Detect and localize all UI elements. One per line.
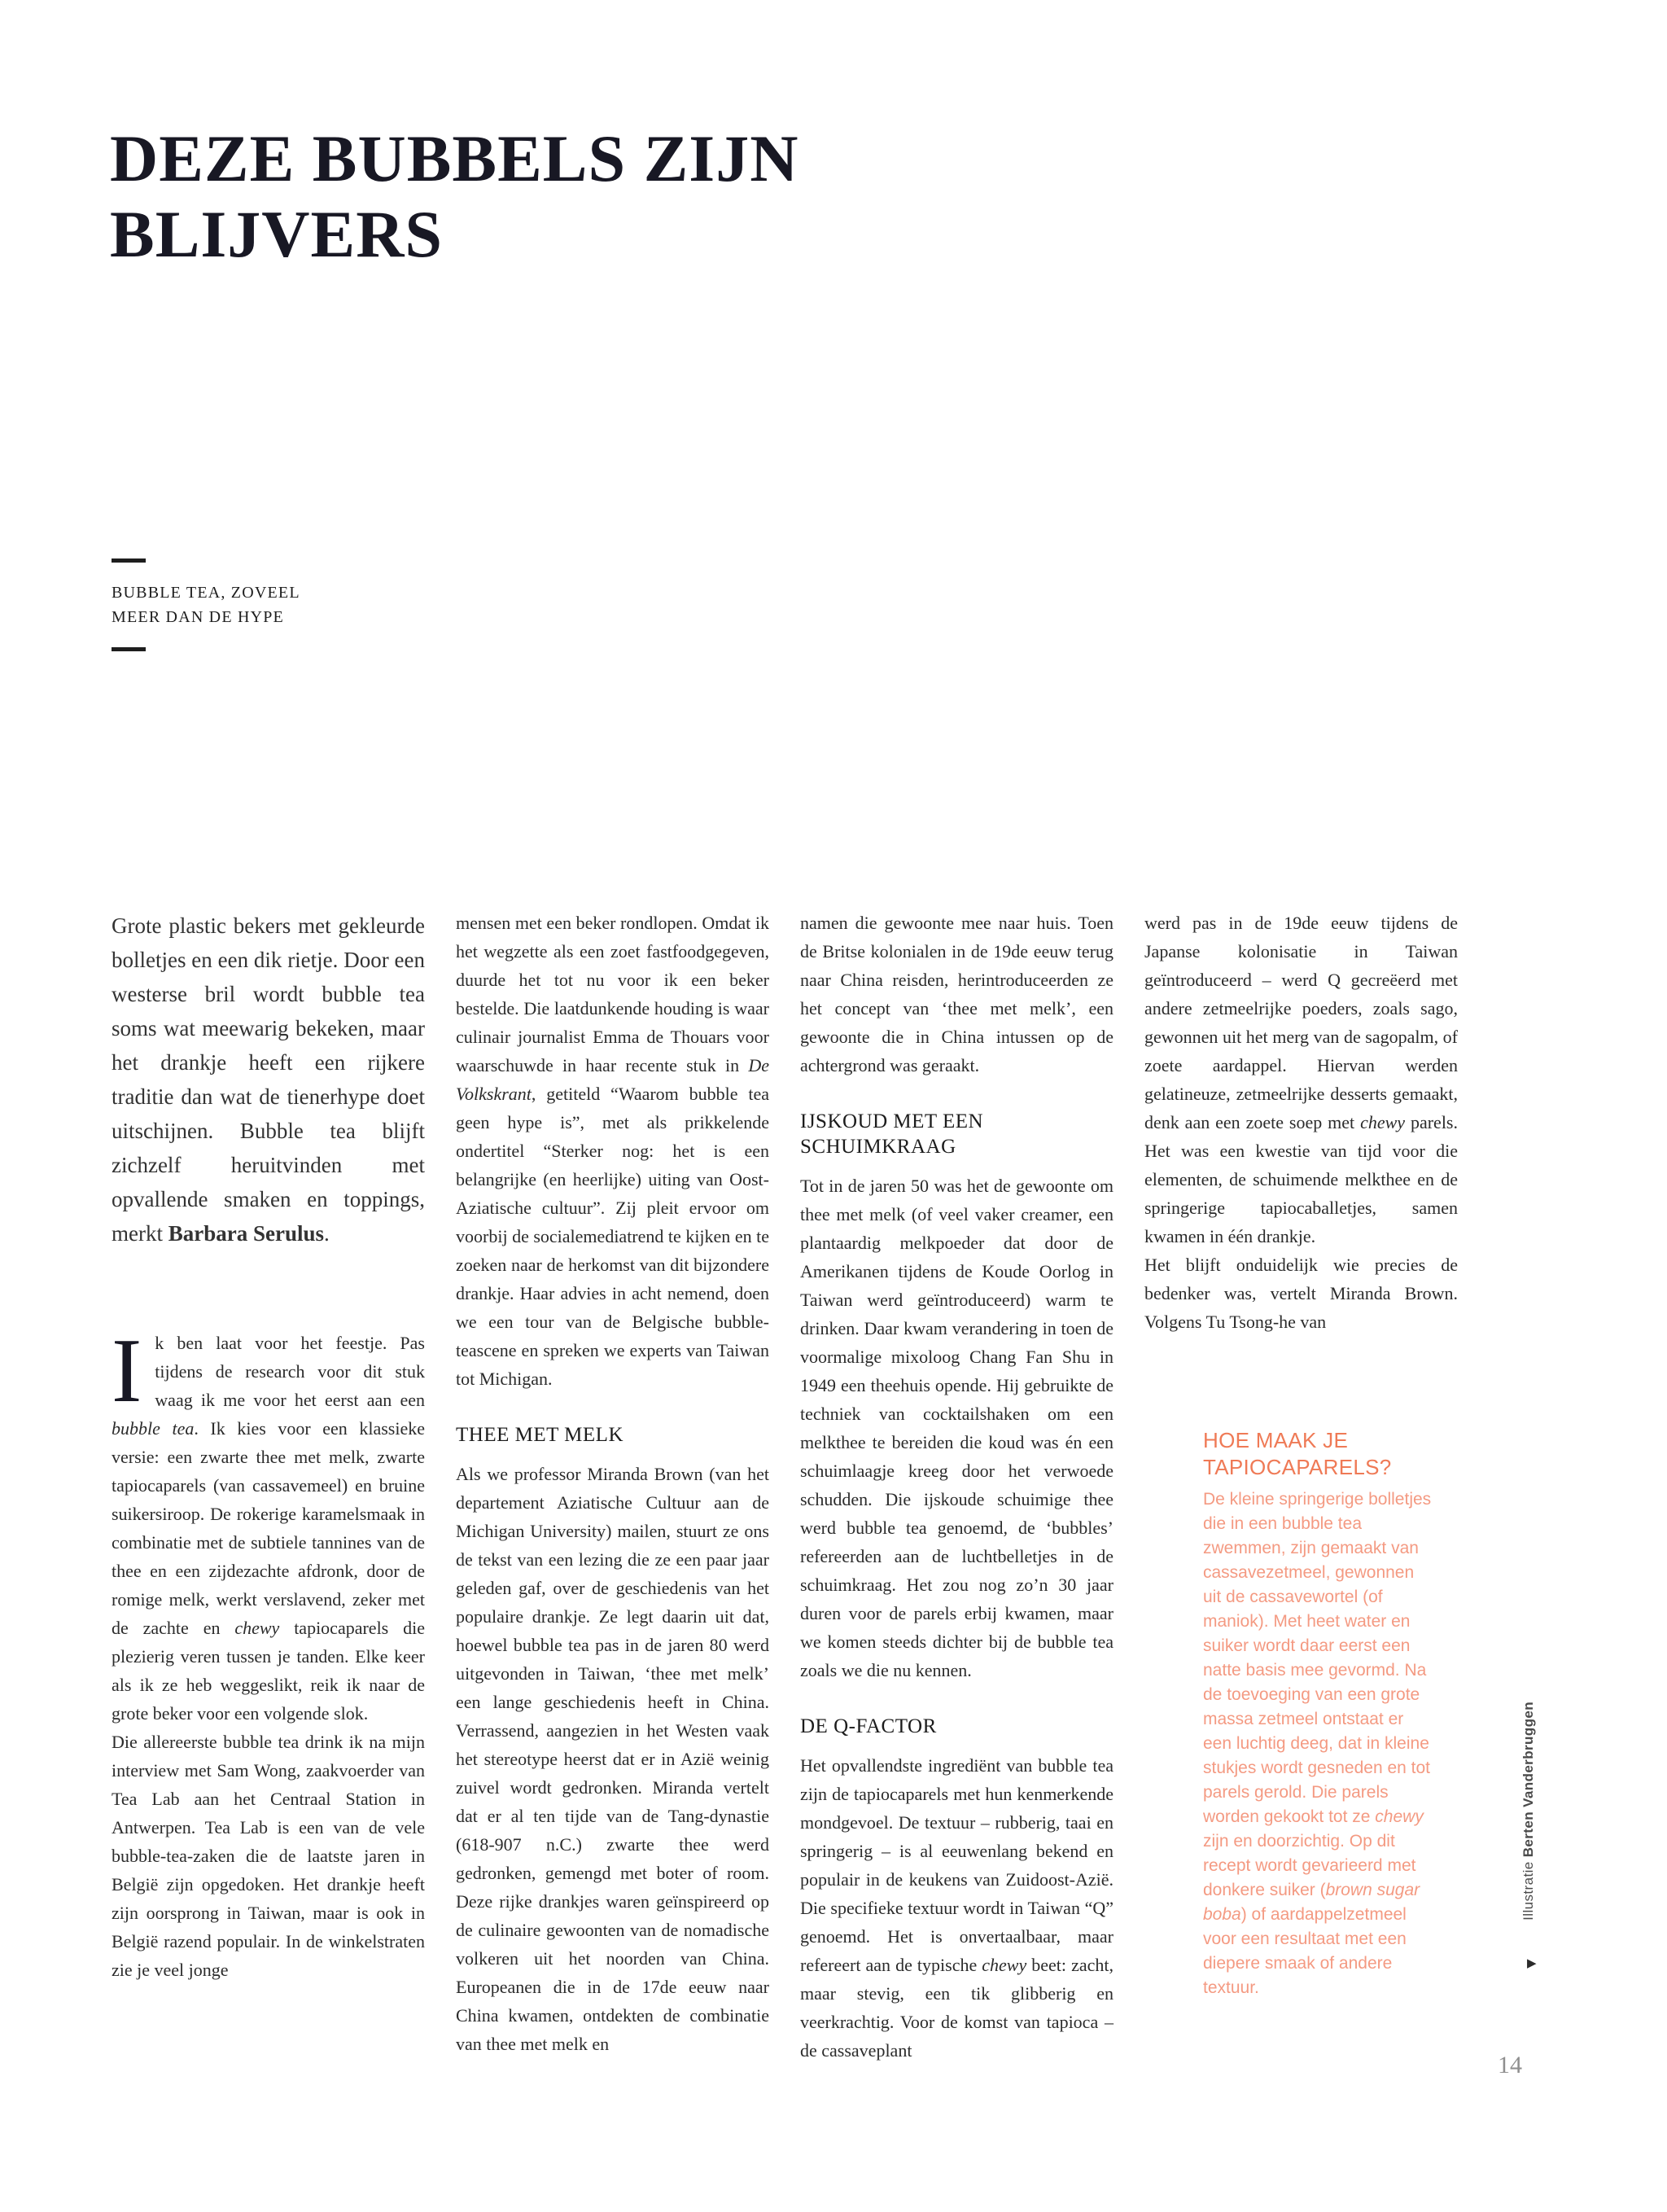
- column-1: [112, 909, 425, 2065]
- section-heading-ijskoud: IJSKOUD MET EEN SCHUIMKRAAG: [800, 1110, 984, 1158]
- kicker: [112, 558, 300, 651]
- credit-label: Illustratie: [1520, 1857, 1536, 1921]
- paragraph: Het opvallendste ingrediënt van bubble tea zijn de tapiocaparels met hun kenmerkende mondgevoel. De textuur – rubberig, taai en springerig – is al eeuwenlang bekend en populair in de keukens van Zuidoost-Azië. Die specifieke textuur wordt in Taiwan “Q” genoemd. Het is onvertaalbaar, maar refereert aan de typische chewy beet: zacht, maar stevig, een tik glibberig en veerkrachtig. Voor de komst van tapioca – de cassaveplant: [800, 1755, 1114, 2061]
- page-title: [110, 120, 1168, 273]
- sidebar-title: HOE MAAK JE TAPIOCAPARELS?: [1203, 1428, 1392, 1479]
- credit-name: Berten Vanderbruggen: [1520, 1702, 1536, 1858]
- page-title-line1: DEZE BUBBELS ZIJN: [110, 121, 799, 195]
- page-number: 14: [1498, 2052, 1522, 2078]
- column-4: [1144, 909, 1458, 2065]
- paragraph: Die allereerste bubble tea drink ik na mijn interview met Sam Wong, zaakvoerder van Tea Lab aan het Centraal Station in Antwerpen. Tea Lab is een van de vele bubble-tea-zaken die de laatste jaren in België zijn opgedoken. Het drankje heeft zijn oorsprong in Taiwan, maar is ook in België razend populair. In de winkelstraten zie je veel jonge: [112, 1732, 425, 1980]
- paragraph: mensen met een beker rondlopen. Omdat ik het wegzette als een zoet fastfoodgegeven, duurde het tot nu voor ik een beker bestelde. Die laatdunkende houding is waar culinair journalist Emma de Thouars voor waarschuwde in haar recente stuk in De Volkskrant, getiteld “Waarom bubble tea geen hype is”, met als prikkelende ondertitel “Sterker nog: het is een belangrijke (en heerlijke) uiting van Oost-Aziatische cultuur”. Zij pleit ervoor om voorbij de socialemediatrend te kijken en te zoeken naar de herkomst van dit bijzondere drankje. Haar advies in acht nemend, doen we een tour van de Belgische bubble-teascene en spreken we experts van Taiwan tot Michigan.: [456, 913, 769, 1389]
- paragraph: Als we professor Miranda Brown (van het departement Aziatische Cultuur aan de Michigan University) mailen, stuurt ze ons de tekst van een lezing die ze een paar jaar geleden gaf, over de geschiedenis van het populaire drankje. Ze legt daarin uit dat, hoewel bubble tea pas in de jaren 80 werd uitgevonden in Taiwan, ‘thee met melk’ een lange geschiedenis heeft in China. Verrassend, aangezien in het Westen vaak het stereotype heerst dat er in Azië weinig zuivel wordt gedronken. Miranda vertelt dat er al ten tijde van de Tang-dynastie (618-907 n.C.) zwarte thee werd gedronken, gemengd met boter of room. Deze rijke drankjes waren geïnspireerd op de culinaire gewoonten van de nomadische volkeren uit het noorden van China. Europeanen die in de 17de eeuw naar China kwamen, ontdekten de combinatie van thee met melk en: [456, 1464, 769, 2054]
- kicker-line1: BUBBLE TEA, ZOVEEL: [112, 584, 300, 602]
- article-body: [112, 909, 1458, 2065]
- section-heading-q-factor: DE Q-FACTOR: [800, 1715, 937, 1737]
- paragraph: [112, 1321, 425, 1728]
- paragraph: Tot in de jaren 50 was het de gewoonte om thee met melk (of veel vaker creamer, een plantaardig melkpoeder dat door de Amerikanen tijdens de Koude Oorlog in Taiwan werd geïntroduceerd) warm te drinken. Daar kwam verandering in toen de voormalige mixoloog Chang Fan Shu in 1949 een theehuis opende. Hij gebruikte de techniek van cocktailshaken om een melkthee te bereiden die koud was én een schuimlaagje kreeg door het verwoede schudden. Die ijskoude schuimige thee werd bubble tea genoemd, de ‘bubbles’ refereerden aan de luchtbelletjes in de schuimkraag. Het zou nog zo’n 30 jaar duren voor de parels erbij kwamen, maar we komen steeds dichter bij de bubble tea zoals we die nu kennen.: [800, 1176, 1114, 1680]
- kicker-line2: MEER DAN DE HYPE: [112, 608, 284, 626]
- paragraph-text: k ben laat voor het feestje. Pas tijdens de research voor dit stuk waag ik me voor het eerst aan een bubble tea. Ik kies voor een klassieke versie: een zwarte thee met melk, zwarte tapiocaparels (van cassavemeel) en bruine suikersiroop. De rokerige karamelsmaak in combinatie met de subtiele tannines van de thee en een zijdezachte afdronk, door de romige melk, werkt verslavend, zeker met de zachte en chewy tapiocaparels die plezierig veren tussen je tanden. Elke keer als ik ze heb weggeslikt, reik ik naar de grote beker voor een volgende slok.: [112, 1333, 425, 1724]
- paragraph: namen die gewoonte mee naar huis. Toen de Britse kolonialen in de 19de eeuw terug naar China reisden, herintroduceerden ze het concept van ‘thee met melk’, een gewoonte die in China intussen op de achtergrond was geraakt.: [800, 913, 1114, 1075]
- page-title-line2: BLIJVERS: [110, 197, 444, 272]
- kicker-rule-top: [112, 558, 146, 563]
- lede-paragraph: Grote plastic bekers met gekleurde bolletjes en een dik rietje. Door een westerse bril wordt bubble tea soms wat meewarig bekeken, maar het drankje heeft een rijkere traditie dan wat de tienerhype doet uitschijnen. Bubble tea blijft zichzelf heruitvinden met opvallende smaken en toppings, merkt Barbara Serulus.: [112, 913, 425, 1246]
- column-2: [456, 909, 769, 2065]
- kicker-text: [112, 580, 300, 629]
- paragraph: Het blijft onduidelijk wie precies de bedenker was, vertelt Miranda Brown. Volgens Tu Tsong-he van: [1144, 1255, 1458, 1332]
- paragraph: werd pas in de 19de eeuw tijdens de Japanse kolonisatie in Taiwan geïntroduceerd – werd Q gecreëerd met andere zetmeelrijke poeders, zoals sago, gewonnen uit het merg van de sagopalm, of zoete aardappel. Hiervan werden gelatineuze, zetmeelrijke desserts gemaakt, denk aan een zoete soep met chewy parels. Het was een kwestie van tijd voor die elementen, de schuimende melkthee en de springerige tapiocaballetjes, samen kwamen in één drankje.: [1144, 913, 1458, 1246]
- drop-cap: I: [112, 1321, 142, 1421]
- sidebar-body: De kleine springerige bolletjes die in een bubble tea zwemmen, zijn gemaakt van cassavezetmeel, gewonnen uit de cassavewortel (of maniok). Met heet water en suiker wordt daar eerst een natte basis mee gevormd. Na de toevoeging van een grote massa zetmeel ontstaat er een luchtig deeg, dat in kleine stukjes wordt gesneden en tot parels gerold. Die parels worden gekookt tot ze chewy zijn en doorzichtig. Op dit recept wordt gevarieerd met donkere suiker (brown sugar boba) of aardappelzetmeel voor een resultaat met een diepere smaak of andere textuur.: [1203, 1490, 1432, 1997]
- continue-arrow-icon: ▶: [1527, 1956, 1537, 1970]
- kicker-rule-bottom: [112, 647, 146, 651]
- section-heading-thee-met-melk: THEE MET MELK: [456, 1424, 624, 1446]
- sidebar-how-to-make-tapioca: [1203, 1427, 1434, 2000]
- column-3: [800, 909, 1114, 2065]
- illustration-credit: [1520, 1702, 1537, 1921]
